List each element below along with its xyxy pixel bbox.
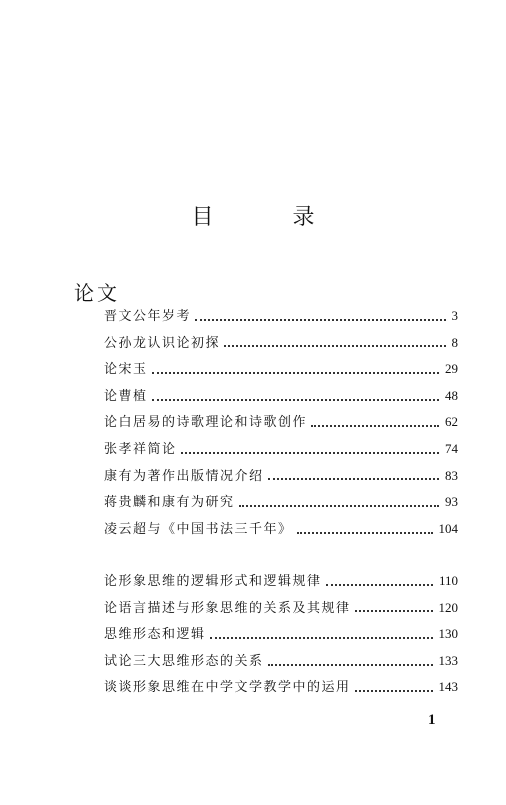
toc-entry[interactable] bbox=[104, 303, 458, 330]
toc-entry-title: 论宋玉 bbox=[104, 362, 148, 378]
toc-entry[interactable] bbox=[104, 330, 458, 357]
toc-entry-page: 83 bbox=[445, 467, 458, 483]
toc-entry-title: 论曹植 bbox=[104, 388, 148, 404]
toc-entry[interactable] bbox=[104, 409, 458, 436]
toc-entry-page: 120 bbox=[438, 599, 458, 615]
toc-leader-dots bbox=[181, 451, 439, 454]
toc-entry-page: 3 bbox=[451, 308, 458, 323]
toc-entry-page: 8 bbox=[451, 334, 458, 350]
toc-entry-title: 凌云超与《中国书法三千年》 bbox=[104, 521, 293, 537]
toc-entry-title: 张孝祥简论 bbox=[104, 441, 177, 457]
toc-entry-title: 晋文公年岁考 bbox=[104, 309, 192, 324]
toc-leader-dots bbox=[268, 477, 439, 480]
toc-leader-dots bbox=[326, 583, 433, 586]
toc-leader-dots bbox=[355, 689, 433, 692]
toc-entry-title: 论语言描述与形象思维的关系及其规律 bbox=[104, 600, 351, 616]
toc-entry-page: 29 bbox=[445, 361, 458, 377]
toc-leader-dots bbox=[355, 609, 433, 612]
toc-entry[interactable] bbox=[104, 595, 458, 622]
toc-entry-title: 蒋贵麟和康有为研究 bbox=[104, 495, 235, 511]
toc-leader-dots bbox=[152, 398, 439, 401]
toc-entry[interactable] bbox=[104, 648, 458, 675]
toc-entry-page: 143 bbox=[438, 679, 458, 695]
toc-entry[interactable] bbox=[104, 568, 458, 595]
toc-entry-title: 谈谈形象思维在中学文学教学中的运用 bbox=[104, 680, 351, 696]
toc-entry-title: 试论三大思维形态的关系 bbox=[104, 653, 264, 669]
toc-group-2 bbox=[104, 568, 458, 701]
page-title: 目 录 bbox=[191, 205, 351, 230]
toc-leader-dots bbox=[152, 371, 439, 374]
toc-leader-dots bbox=[195, 318, 445, 321]
toc-entry-title: 公孙龙认识论初探 bbox=[104, 335, 221, 351]
toc-leader-dots bbox=[268, 663, 433, 666]
toc-entry[interactable] bbox=[104, 383, 458, 410]
toc-entry[interactable] bbox=[104, 621, 458, 648]
toc-leader-dots bbox=[210, 636, 433, 639]
toc-entry-title: 康有为著作出版情况介绍 bbox=[104, 468, 264, 484]
toc-entry-page: 110 bbox=[438, 573, 458, 588]
toc-entry-page: 104 bbox=[438, 520, 458, 536]
toc-group-1 bbox=[104, 303, 458, 542]
section-heading: 论文 bbox=[74, 281, 120, 305]
toc-entry-page: 133 bbox=[438, 652, 458, 668]
toc-entry[interactable] bbox=[104, 516, 458, 543]
toc-entry-page: 74 bbox=[445, 440, 458, 456]
toc-entry-page: 130 bbox=[438, 626, 458, 642]
toc-entry[interactable] bbox=[104, 356, 458, 383]
page-number: 1 bbox=[428, 712, 436, 728]
toc-entry-title: 思维形态和逻辑 bbox=[104, 627, 206, 643]
toc-leader-dots bbox=[239, 504, 439, 507]
toc-leader-dots bbox=[297, 531, 433, 534]
toc-entry-page: 48 bbox=[445, 387, 458, 403]
toc-entry-page: 62 bbox=[445, 414, 458, 430]
toc-leader-dots bbox=[224, 344, 445, 347]
toc-entry-title: 论白居易的诗歌理论和诗歌创作 bbox=[104, 415, 308, 431]
toc-entry-title: 论形象思维的逻辑形式和逻辑规律 bbox=[104, 574, 322, 589]
toc-entry[interactable] bbox=[104, 674, 458, 701]
toc-entry[interactable] bbox=[104, 436, 458, 463]
toc-entry[interactable] bbox=[104, 463, 458, 490]
toc-entry[interactable] bbox=[104, 489, 458, 516]
toc-entry-page: 93 bbox=[445, 494, 458, 510]
toc-leader-dots bbox=[311, 424, 439, 427]
